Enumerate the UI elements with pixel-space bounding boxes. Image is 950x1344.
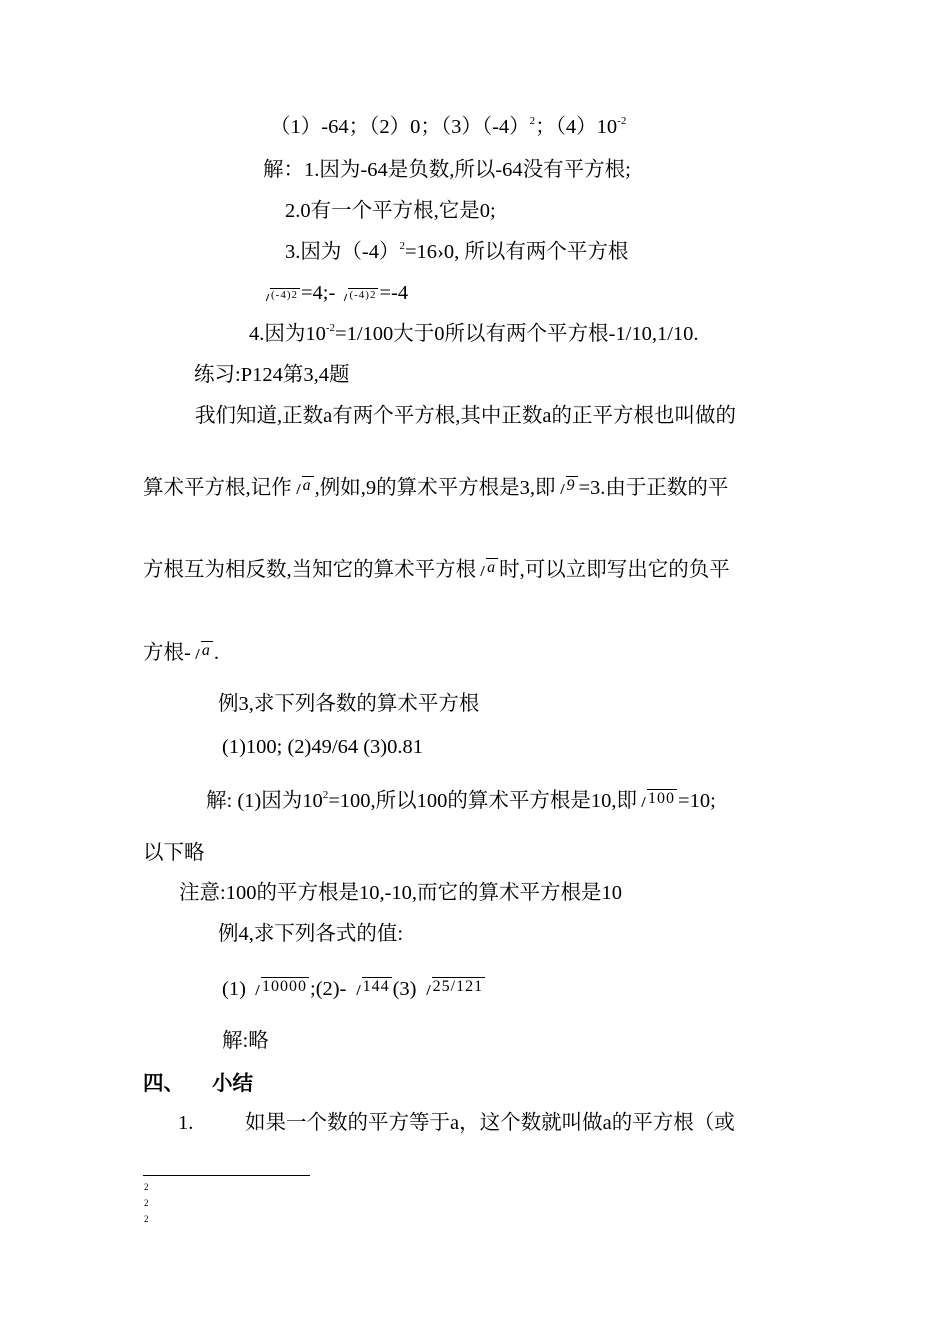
footnote-separator [143, 1175, 310, 1176]
item-text: (3) [392, 978, 417, 1000]
radicand: 25/121 [432, 978, 484, 995]
solution-text: =100,所以100的算术平方根是10,即 [328, 790, 638, 812]
solution-text: 3.因为（-4） [285, 241, 400, 263]
example4-items [222, 976, 486, 1002]
paragraph-line-1: 我们知道,正数a有两个平方根,其中正数a的正平方根也叫做的 [195, 405, 736, 427]
item-text: (1) [222, 978, 246, 1000]
solution-text: =1/100大于0所以有两个平方根-1/10,1/10. [335, 323, 699, 345]
section-title: 小结 [212, 1072, 253, 1095]
radicand: 10000 [262, 978, 308, 995]
sqrt-symbol [477, 559, 498, 577]
example2-items [270, 114, 626, 140]
solution-text: 解: (1)因为10 [206, 790, 323, 812]
paragraph-line-2 [143, 475, 728, 501]
paragraph-text: 算术平方根,记作 [143, 477, 292, 499]
sqrt-symbol [353, 978, 392, 996]
solution-text: =16›0, 所以有两个平方根 [404, 241, 629, 263]
radicand: (-4)2 [271, 289, 298, 301]
sqrt-symbol [252, 978, 309, 996]
sqrt-symbol [192, 642, 213, 660]
footnote-marker: 2 [144, 1182, 149, 1192]
solution-line-2: 2.0有一个平方根,它是0; [285, 200, 496, 222]
sqrt-symbol [557, 477, 578, 495]
sqrt-symbol [293, 477, 314, 495]
footnote-marker: 2 [144, 1198, 149, 1208]
radicand: 100 [648, 790, 676, 807]
radicand: 9 [566, 477, 576, 494]
superscript: -2 [325, 322, 336, 334]
item-text: ;(2)- [310, 978, 347, 1000]
superscript: -2 [617, 115, 627, 127]
superscript: 2 [399, 240, 405, 252]
sqrt-symbol [423, 978, 485, 996]
solution-text: =10; [678, 790, 716, 812]
paragraph-line-3 [143, 557, 730, 583]
summary-item-text: 如果一个数的平方等于a，这个数就叫做a的平方根（或 [245, 1112, 735, 1134]
omitted-line: 以下略 [143, 842, 205, 864]
radicand: a [201, 642, 211, 659]
superscript: 2 [322, 789, 329, 801]
example4-solution: 解:略 [222, 1030, 269, 1052]
paragraph-text: ,例如,9的算术平方根是3,即 [314, 477, 556, 499]
solution-text: =4;- [301, 282, 336, 304]
solution-line-5 [249, 321, 699, 347]
paragraph-text: 方根- [143, 642, 191, 664]
superscript: 2 [529, 115, 536, 127]
paragraph-text: 方根互为相反数,当知它的算术平方根 [143, 559, 477, 581]
radicand: 144 [362, 978, 390, 995]
footnote-marker: 2 [144, 1214, 149, 1224]
practice-line: 练习:P124第3,4题 [194, 364, 350, 386]
sqrt-symbol [638, 790, 677, 808]
solution-line-3 [285, 239, 628, 265]
solution-line-4 [262, 280, 408, 306]
sqrt-symbol [263, 289, 300, 302]
solution-text: =-4 [379, 282, 409, 304]
solution-line-1: 解：1.因为-64是负数,所以-64没有平方根; [263, 159, 631, 181]
sqrt-symbol [341, 289, 378, 302]
radicand: a [302, 477, 312, 494]
radicand: a [487, 559, 497, 576]
paragraph-text: . [213, 642, 219, 664]
note-line: 注意:100的平方根是10,-10,而它的算术平方根是10 [179, 882, 623, 904]
paragraph-text: 时,可以立即写出它的负平 [499, 559, 730, 581]
item-text: （1）-64；（2）0；（3）（-4） [270, 116, 530, 138]
example4-title: 例4,求下列各式的值: [218, 923, 404, 945]
item-text: ；（4）10 [535, 116, 618, 138]
paragraph-line-4 [143, 640, 219, 666]
example3-title: 例3,求下列各数的算术平方根 [218, 693, 480, 715]
solution-text: 4.因为10 [249, 323, 326, 345]
paragraph-text: =3.由于正数的平 [578, 477, 729, 499]
radicand: (-4)2 [349, 289, 377, 301]
summary-item-number: 1. [178, 1112, 194, 1134]
section-number: 四、 [143, 1072, 184, 1095]
example3-solution [206, 788, 716, 814]
example3-items: (1)100; (2)49/64 (3)0.81 [222, 736, 423, 758]
